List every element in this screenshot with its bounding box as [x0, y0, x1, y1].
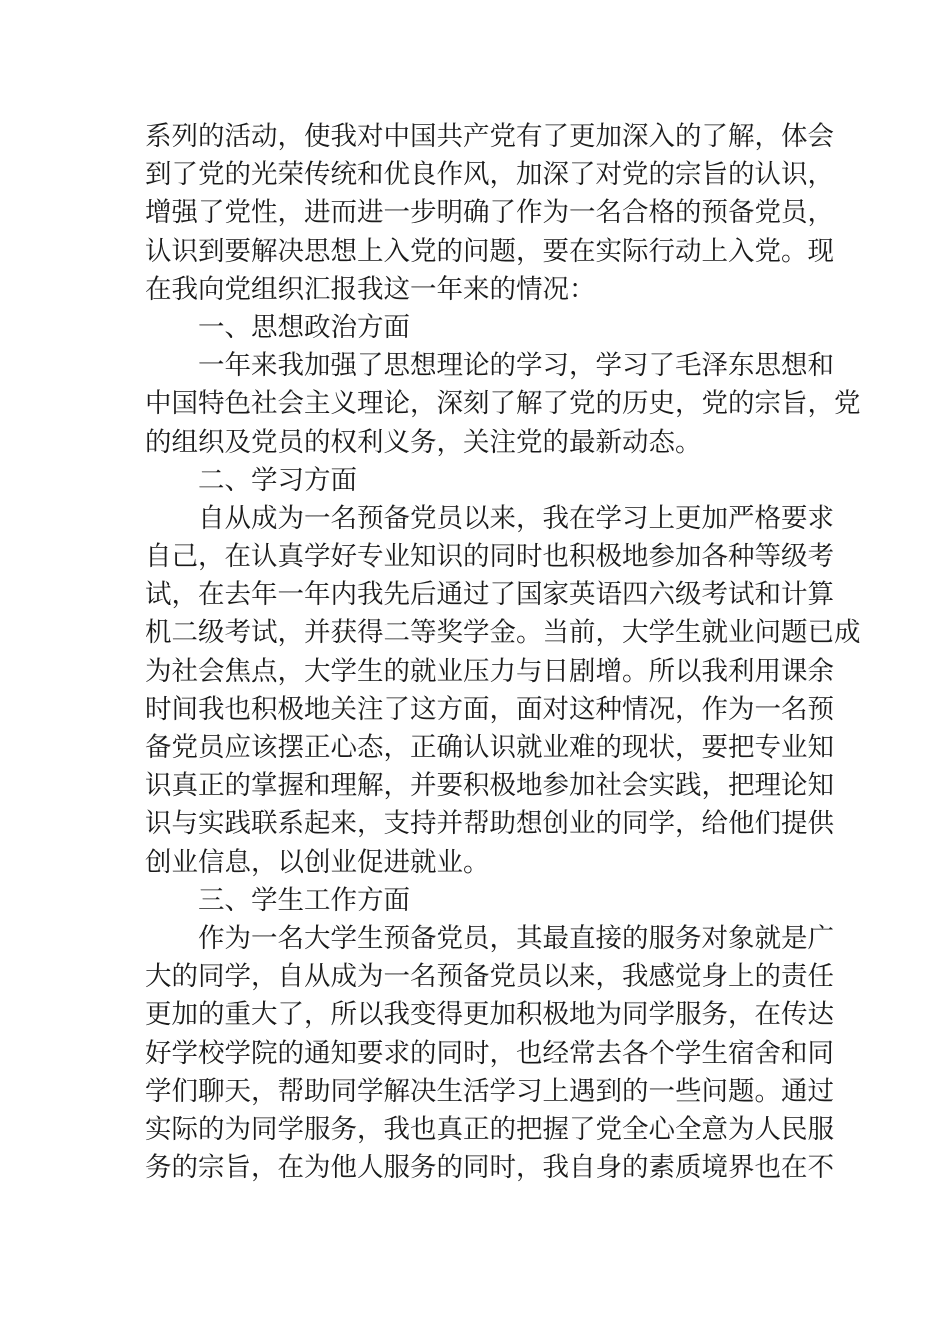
- section-heading: 三、学生工作方面: [198, 884, 410, 916]
- paragraph-start-line: 一年来我加强了思想理论的学习，学习了毛泽东思想和: [198, 350, 834, 382]
- text-line: 识真正的掌握和理解，并要积极地参加社会实践，把理论知: [145, 770, 834, 802]
- text-line: 在我向党组织汇报我这一年来的情况：: [145, 273, 596, 305]
- text-line: 更加的重大了，所以我变得更加积极地为同学服务，在传达: [145, 999, 834, 1031]
- text-line: 好学校学院的通知要求的同时，也经常去各个学生宿舍和同: [145, 1037, 834, 1069]
- text-line: 识与实践联系起来，支持并帮助想创业的同学，给他们提供: [145, 808, 834, 840]
- text-line: 试，在去年一年内我先后通过了国家英语四六级考试和计算: [145, 579, 834, 611]
- text-line: 的组织及党员的权利义务，关注党的最新动态。: [145, 426, 702, 458]
- text-line: 务的宗旨，在为他人服务的同时，我自身的素质境界也在不: [145, 1152, 834, 1184]
- text-line: 中国特色社会主义理论，深刻了解了党的历史，党的宗旨，党: [145, 388, 861, 420]
- text-line: 认识到要解决思想上入党的问题，要在实际行动上入党。现: [145, 235, 834, 267]
- section-heading: 一、思想政治方面: [198, 311, 410, 343]
- text-line: 增强了党性，进而进一步明确了作为一名合格的预备党员，: [145, 197, 834, 229]
- text-line: 机二级考试，并获得二等奖学金。当前，大学生就业问题已成: [145, 617, 861, 649]
- text-line: 自己，在认真学好专业知识的同时也积极地参加各种等级考: [145, 541, 834, 573]
- text-line: 创业信息，以创业促进就业。: [145, 846, 490, 878]
- text-line: 学们聊天，帮助同学解决生活学习上遇到的一些问题。通过: [145, 1075, 834, 1107]
- text-line: 大的同学，自从成为一名预备党员以来，我感觉身上的责任: [145, 961, 834, 993]
- text-line: 系列的活动，使我对中国共产党有了更加深入的了解，体会: [145, 121, 834, 152]
- text-line: 时间我也积极地关注了这方面，面对这种情况，作为一名预: [145, 693, 834, 725]
- text-line: 实际的为同学服务，我也真正的把握了党全心全意为人民服: [145, 1113, 834, 1145]
- paragraph-start-line: 作为一名大学生预备党员，其最直接的服务对象就是广: [198, 922, 834, 954]
- section-heading: 二、学习方面: [198, 464, 357, 496]
- paragraph-start-line: 自从成为一名预备党员以来，我在学习上更加严格要求: [198, 502, 834, 534]
- text-line: 到了党的光荣传统和优良作风，加深了对党的宗旨的认识，: [145, 159, 834, 191]
- text-line: 为社会焦点，大学生的就业压力与日剧增。所以我利用课余: [145, 655, 834, 687]
- text-line: 备党员应该摆正心态，正确认识就业难的现状，要把专业知: [145, 732, 834, 763]
- document-page: [145, 118, 861, 1187]
